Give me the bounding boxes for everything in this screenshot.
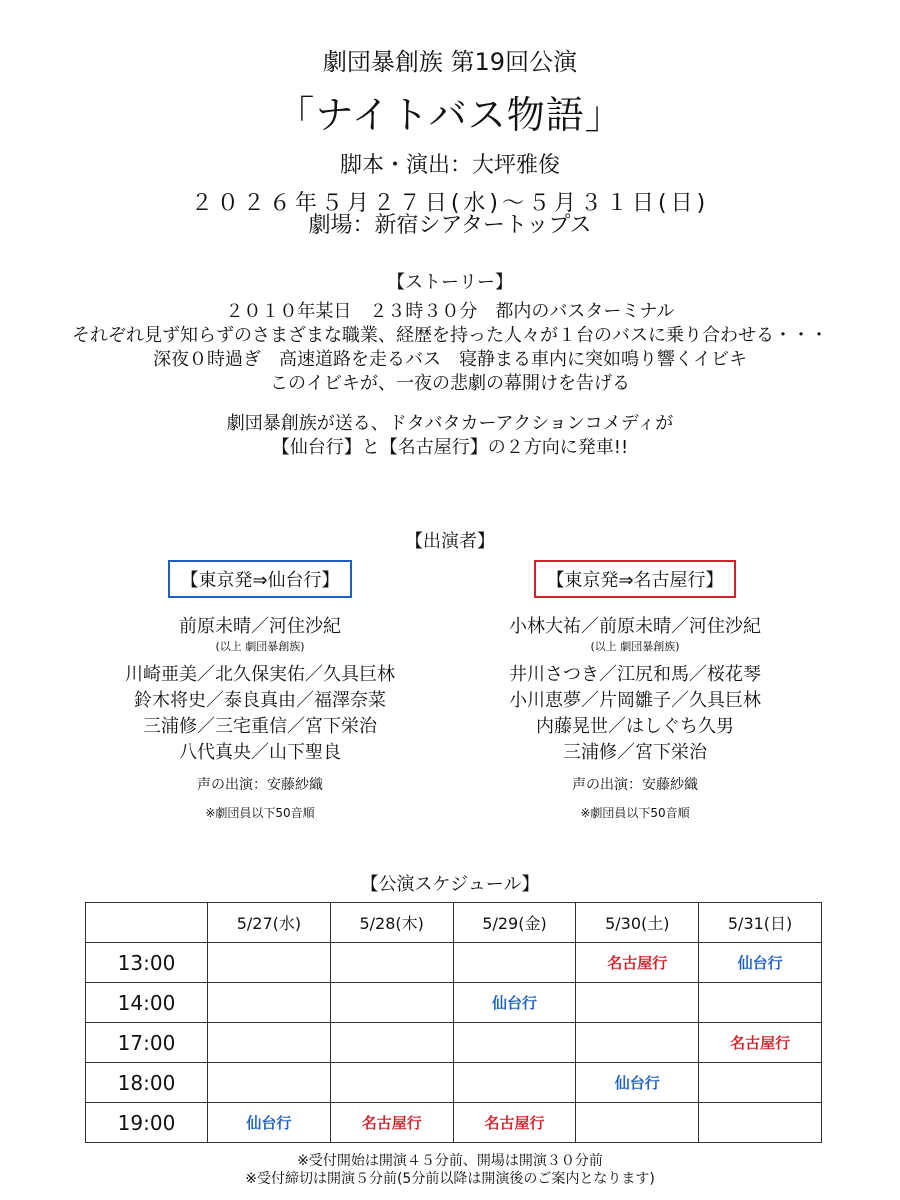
empty-cell (208, 1063, 331, 1103)
story-line: このイビキが、一夜の悲劇の幕開けを告げる (270, 373, 630, 394)
troupe-members-note: (以上 劇団暴創族) (590, 640, 680, 653)
schedule-note: ※受付開始は開演４５分前、開場は開演３０分前 (297, 1153, 603, 1169)
troupe-members-note: (以上 劇団暴創族) (215, 640, 305, 653)
empty-cell (453, 943, 576, 983)
cast-line: 八代真央／山下聖良 (179, 742, 341, 763)
route-box-nagoya: 【東京発⇒名古屋行】 (534, 560, 735, 598)
time-cell: 19:00 (86, 1103, 208, 1143)
schedule-heading: 【公演スケジュール】 (360, 874, 540, 895)
schedule-table (85, 902, 822, 1143)
troupe-and-performance: 劇団暴創族 第19回公演 (322, 48, 578, 76)
schedule-note: ※受付締切は開演５分前(5分前以降は開演後のご案内となります) (245, 1171, 655, 1187)
voice-cast: 声の出演：安藤紗織 (197, 777, 323, 793)
cast-line: 鈴木将史／泰良真由／福澤奈菜 (134, 690, 386, 711)
empty-cell (330, 1063, 453, 1103)
story-line: 劇団暴創族が送る、ドタバタカーアクションコメディが (226, 413, 674, 434)
cast-line: 井川さつき／江尻和馬／桜花琴 (509, 664, 761, 685)
schedule-row (86, 943, 822, 983)
cast-order-note: ※劇団員以下50音順 (205, 806, 315, 820)
director-credit: 脚本・演出：大坪雅俊 (339, 153, 560, 178)
performance-cell: 名古屋行 (453, 1103, 576, 1143)
cast-line: 三浦修／三宅重信／宮下栄治 (143, 716, 377, 737)
performance-cell: 仙台行 (453, 983, 576, 1023)
empty-cell (699, 1063, 822, 1103)
empty-cell (330, 983, 453, 1023)
day-header: 5/29(金) (453, 903, 576, 943)
cast-line: 川崎亜美／北久保実佑／久具巨林 (125, 664, 395, 685)
cast-heading: 【出演者】 (405, 531, 495, 552)
day-header: 5/30(土) (576, 903, 699, 943)
empty-cell (576, 1023, 699, 1063)
cast-sendai-column (100, 560, 420, 821)
time-cell: 18:00 (86, 1063, 208, 1103)
performance-cell: 名古屋行 (330, 1103, 453, 1143)
time-cell: 17:00 (86, 1023, 208, 1063)
story-line: それぞれ見ず知らずのさまざまな職業、経歴を持った人々が１台のバスに乗り合わせる・・・ (72, 325, 828, 346)
cast-sendai-list (100, 614, 420, 766)
empty-cell (208, 943, 331, 983)
empty-cell (699, 983, 822, 1023)
day-header: 5/28(木) (330, 903, 453, 943)
corner-cell (86, 903, 208, 943)
cast-nagoya-list (475, 614, 795, 766)
schedule-row (86, 1103, 822, 1143)
performance-dates: ２０２６年５月２７日(水)〜５月３１日(日) (190, 191, 710, 216)
empty-cell (699, 1103, 822, 1143)
route-box-sendai: 【東京発⇒仙台行】 (168, 560, 351, 598)
schedule-header-row (86, 903, 822, 943)
play-title: 「ナイトバス物語」 (276, 93, 624, 137)
time-cell: 14:00 (86, 983, 208, 1023)
empty-cell (208, 983, 331, 1023)
performance-cell: 仙台行 (699, 943, 822, 983)
performance-cell: 名古屋行 (576, 943, 699, 983)
story-heading: 【ストーリー】 (387, 272, 513, 293)
cast-order-note: ※劇団員以下50音順 (580, 806, 690, 820)
performance-cell: 仙台行 (208, 1103, 331, 1143)
performance-cell: 仙台行 (576, 1063, 699, 1103)
empty-cell (208, 1023, 331, 1063)
story-line: 深夜０時過ぎ 高速道路を走るバス 寝静まる車内に突如鳴り響くイビキ (153, 349, 747, 370)
time-cell: 13:00 (86, 943, 208, 983)
empty-cell (330, 1023, 453, 1063)
troupe-members: 小林大祐／前原未晴／河住沙紀 (509, 616, 761, 637)
story-line: ２０１０年某日 ２３時３０分 都内のバスターミナル (225, 301, 675, 322)
day-header: 5/27(水) (208, 903, 331, 943)
cast-nagoya-column (475, 560, 795, 821)
schedule-row (86, 1023, 822, 1063)
empty-cell (453, 1063, 576, 1103)
empty-cell (576, 1103, 699, 1143)
day-header: 5/31(日) (699, 903, 822, 943)
cast-line: 内藤晃世／はしぐち久男 (536, 716, 734, 737)
empty-cell (453, 1023, 576, 1063)
schedule-row (86, 983, 822, 1023)
troupe-members: 前原未晴／河住沙紀 (179, 616, 341, 637)
schedule-row (86, 1063, 822, 1103)
performance-cell: 名古屋行 (699, 1023, 822, 1063)
cast-line: 三浦修／宮下栄治 (563, 742, 707, 763)
venue: 劇場：新宿シアタートップス (308, 213, 592, 238)
cast-line: 小川恵夢／片岡雛子／久具巨林 (509, 690, 761, 711)
empty-cell (330, 943, 453, 983)
voice-cast: 声の出演：安藤紗織 (572, 777, 698, 793)
story-line: 【仙台行】と【名古屋行】の２方向に発車!! (271, 437, 629, 458)
empty-cell (576, 983, 699, 1023)
